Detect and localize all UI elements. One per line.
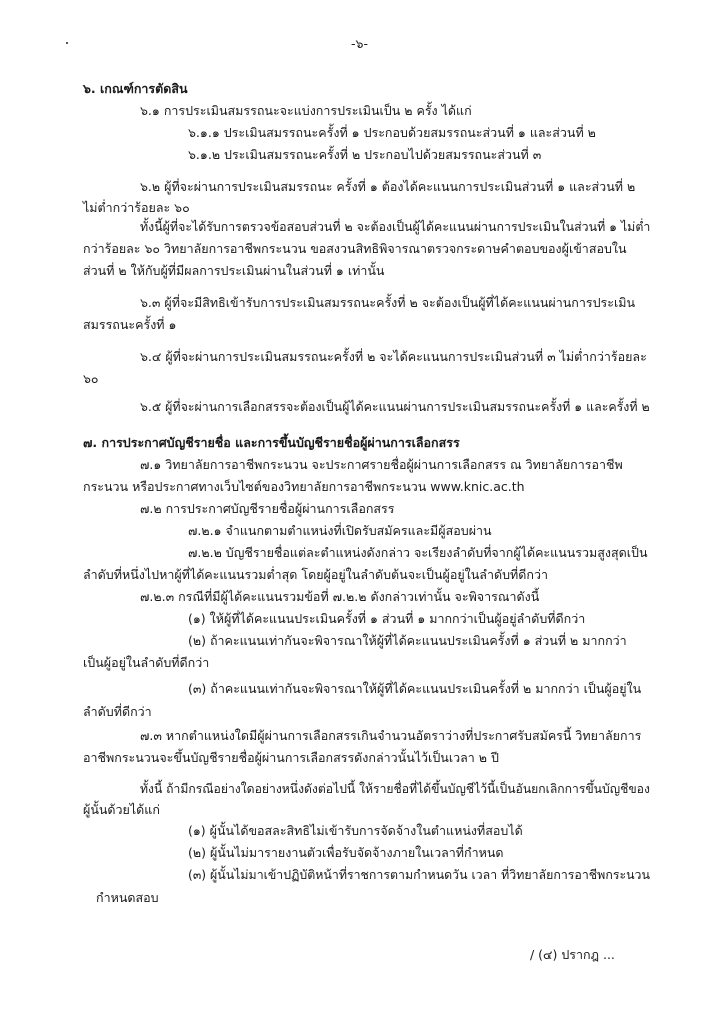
s7-line-16: ผู้นั้นด้วยได้แก่ [83,802,160,817]
s6-line-4: ๖.๒ ผู้ที่จะผ่านการประเมินสมรรถนะ ครั้งที่ ๑ ต้องได้คะแนนการประเมินส่วนที่ ๑ และส่วนที่ ๒ [140,179,636,194]
s6-line-13: ๖.๕ ผู้ที่จะผ่านการเลือกสรรจะต้องเป็นผู้ได้คะแนนผ่านการประเมินสมรรถนะครั้งที่ ๑ และครั้งที่ ๒ [140,399,650,414]
s7-line-12: ลำดับที่ดีกว่า [83,704,152,719]
s7-line-1: ๗.๑ วิทยาลัยการอาชีพกระนวน จะประกาศรายชื่อผู้ผ่านการเลือกสรร ณ วิทยาลัยการอาชีพ [140,457,623,472]
s6-line-6: ทั้งนี้ผู้ที่จะได้รับการตรวจข้อสอบส่วนที่ ๒ จะต้องเป็นผู้ได้คะแนนผ่านการประเมินในส่วนที่ ๑ ไม่ต่ำ [140,219,651,234]
next-page-reference: / (๔) ปรากฎ ... [530,947,615,962]
s6-line-3: ๖.๑.๒ ประเมินสมรรถนะครั้งที่ ๒ ประกอบไปด้วยสมรรถนะส่วนที่ ๓ [188,147,542,162]
section-7-heading: ๗. การประกาศบัญชีรายชื่อ และการขึ้นบัญชีรายชื่อผู้ผ่านการเลือกสรร [83,435,460,450]
s6-line-2: ๖.๑.๑ ประเมินสมรรถนะครั้งที่ ๑ ประกอบด้วยสมรรถนะส่วนที่ ๑ และส่วนที่ ๒ [188,125,596,140]
s7-line-11: (๓) ถ้าคะแนนเท่ากันจะพิจารณาให้ผู้ที่ได้คะแนนประเมินครั้งที่ ๒ มากกว่า เป็นผู้อยู่ใน [188,681,642,696]
s6-line-7: กว่าร้อยละ ๖๐ วิทยาลัยการอาชีพกระนวน ขอสงวนสิทธิพิจารณาตรวจกระดาษคำตอบของผู้เข้าสอบใน [83,241,627,256]
s7-line-4: ๗.๒.๑ จำแนกตามตำแหน่งที่เปิดรับสมัครและมีผู้สอบผ่าน [188,523,492,538]
s7-line-10: เป็นผู้อยู่ในลำดับที่ดีกว่า [83,655,210,670]
s6-line-12: ๖๐ [83,371,99,386]
s7-line-20: กำหนดสอบ [96,890,159,905]
s6-line-9: ๖.๓ ผู้ที่จะมีสิทธิเข้ารับการประเมินสมรรถนะครั้งที่ ๒ จะต้องเป็นผู้ที่ได้คะแนนผ่านการประเมิน [140,295,636,310]
s7-line-18: (๒) ผู้นั้นไม่มารายงานตัวเพื่อรับจัดจ้างภายในเวลาที่กำหนด [188,845,504,860]
s7-line-14: อาชีพกระนวนจะขึ้นบัญชีรายชื่อผู้ผ่านการเลือกสรรดังกล่าวนั้นไว้เป็นเวลา ๒ ปี [83,750,499,765]
s7-line-19: (๓) ผู้นั้นไม่มาเข้าปฏิบัติหน้าที่ราชการตามกำหนดวัน เวลา ที่วิทยาลัยการอาชีพกระนวน [188,867,650,882]
section-6-heading: ๖. เกณฑ์การตัดสิน [83,81,188,96]
s6-line-5: ไม่ต่ำกว่าร้อยละ ๖๐ [83,200,190,215]
s6-line-11: ๖.๔ ผู้ที่จะผ่านการประเมินสมรรถนะครั้งที่ ๒ จะได้คะแนนการประเมินส่วนที่ ๓ ไม่ต่ำกว่าร้อยละ [140,349,647,364]
s7-line-17: (๑) ผู้นั้นได้ขอสละสิทธิไม่เข้ารับการจัดจ้างในตำแหน่งที่สอบได้ [188,823,523,838]
s7-line-3: ๗.๒ การประกาศบัญชีรายชื่อผู้ผ่านการเลือกสรร [140,501,395,516]
s6-line-10: สมรรถนะครั้งที่ ๑ [83,317,177,332]
s7-line-5: ๗.๒.๒ บัญชีรายชื่อแต่ละตำแหน่งดังกล่าว จะเรียงลำดับที่จากผู้ได้คะแนนรวมสูงสุดเป็น [188,545,648,560]
s7-line-13: ๗.๓ หากตำแหน่งใดมีผู้ผ่านการเลือกสรรเกินจำนวนอัตราว่างที่ประกาศรับสมัครนี้ วิทยาลัยการ [140,728,642,743]
s6-line-8: ส่วนที่ ๒ ให้กับผู้ที่มีผลการประเมินผ่านในส่วนที่ ๑ เท่านั้น [83,263,385,278]
s6-line-1: ๖.๑ การประเมินสมรรถนะจะแบ่งการประเมินเป็น ๒ ครั้ง ได้แก่ [140,103,472,118]
s7-line-9: (๒) ถ้าคะแนนเท่ากันจะพิจารณาให้ผู้ที่ได้คะแนนประเมินครั้งที่ ๑ ส่วนที่ ๒ มากกว่า [188,633,627,648]
s7-line-8: (๑) ให้ผู้ที่ได้คะแนนประเมินครั้งที่ ๑ ส่วนที่ ๑ มากกว่าเป็นผู้อยู่ลำดับที่ดีกว่า [188,611,586,626]
s7-line-15: ทั้งนี้ ถ้ามีกรณีอย่างใดอย่างหนึ่งดังต่อไปนี้ ให้รายชื่อที่ได้ขึ้นบัญชีไว้นี้เป็นอันยกเลิกการขึ้นบัญชีของ [140,781,650,796]
scan-speck [66,42,68,44]
s7-line-2: กระนวน หรือประกาศทางเว็บไซต์ของวิทยาลัยการอาชีพกระนวน www.knic.ac.th [83,479,525,494]
s7-line-6: ลำดับที่หนึ่งไปหาผู้ที่ได้คะแนนรวมต่ำสุด โดยผู้อยู่ในลำดับต้นจะเป็นผู้อยู่ในลำดับที่ดีกว่า [83,567,549,582]
s7-line-7: ๗.๒.๓ กรณีที่มีผู้ได้คะแนนรวมข้อที่ ๗.๒.๒ ดังกล่าวเท่านั้น จะพิจารณาดังนี้ [140,589,540,604]
page-number: -๖- [351,36,368,51]
